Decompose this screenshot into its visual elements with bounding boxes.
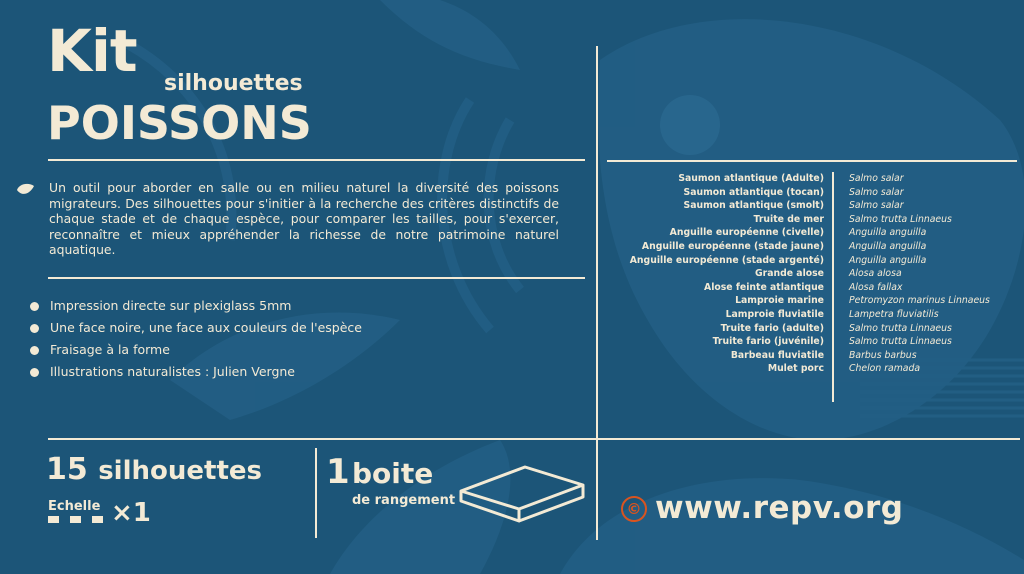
bullet-icon [30,302,39,311]
species-latin-name: Salmo salar [849,173,904,184]
species-latin-name: Lampetra fluviatilis [849,308,939,320]
table-row [606,213,1024,227]
species-latin-name: Salmo trutta Linnaeus [849,336,952,348]
species-latin-name: Salmo trutta Linnaeus [849,213,952,225]
scale-value: ×1 [111,498,151,528]
leaf-bullet-icon [16,182,35,197]
species-common-name: Alose feinte atlantique [704,281,824,293]
species-latin-name: Salmo salar [849,200,904,212]
species-common-name: Lamproie fluviatile [725,308,824,320]
species-common-name: Lamproie marine [735,295,824,307]
feature-text: Fraisage à la forme [50,342,170,357]
species-latin-name: Anguilla anguilla [849,240,927,252]
table-row [606,294,1024,308]
species-latin-name: Salmo trutta Linnaeus [849,322,952,334]
species-common-name: Truite fario (juvénile) [712,336,824,348]
count-number: 15 [46,452,88,487]
species-latin-name: Salmo salar [849,186,904,198]
list-item [30,298,362,320]
species-latin-name: Petromyzon marinus Linnaeus [849,295,990,307]
table-row [606,199,1024,213]
table-row [606,308,1024,322]
species-common-name: Barbeau fluviatile [730,349,824,361]
storage-box-icon [457,461,587,525]
species-latin-name: Alosa fallax [849,281,903,293]
table-row [606,254,1024,268]
species-common-name: Saumon atlantique (smolt) [683,200,824,212]
bullet-icon [30,368,39,377]
species-latin-name: Barbus barbus [849,349,917,361]
species-common-name: Anguille européenne (civelle) [669,227,824,239]
count-label: silhouettes [98,456,262,486]
scale-bar [48,516,103,523]
species-latin-name: Anguilla anguilla [849,227,927,239]
table-row [606,267,1024,281]
divider-top-right [607,160,1017,162]
table-row [606,322,1024,336]
table-row [606,240,1024,254]
divider-mid-left [48,277,585,279]
species-latin-name: Chelon ramada [849,363,921,375]
species-common-name: Anguille européenne (stade jaune) [641,240,824,252]
feature-list [30,298,362,386]
table-row [606,172,1024,186]
table-row [606,349,1024,363]
title-poissons: POISSONS [47,96,312,150]
feature-text: Impression directe sur plexiglass 5mm [50,298,292,313]
species-common-name: Truite fario (adulte) [720,322,824,334]
table-row [606,335,1024,349]
divider-vertical-main [596,46,598,540]
table-row [606,362,1024,376]
table-row [606,226,1024,240]
list-item [30,320,362,342]
box-label: boite [352,457,434,490]
bullet-icon [30,324,39,333]
divider-vertical-bottom [315,448,317,538]
species-latin-name: Alosa alosa [849,268,902,280]
table-row [606,281,1024,295]
scale-label: Echelle [48,499,101,514]
title-silhouettes: silhouettes [164,71,303,96]
box-count: 1 [326,452,350,492]
divider-top-left [48,159,585,161]
feature-text: Une face noire, une face aux couleurs de l'espèce [50,320,362,335]
bullet-icon [30,346,39,355]
scale-indicator [48,500,103,523]
divider-bottom [48,438,1020,440]
species-common-name: Anguille européenne (stade argenté) [629,254,824,266]
list-item [30,364,362,386]
box-sublabel: de rangement [352,493,456,508]
species-common-name: Mulet porc [767,363,824,375]
intro-text: Un outil pour aborder en salle ou en milieu naturel la diversité des poissons migrateurs. Des silhouettes pour s'initier à la recherche des critères distinctifs de chaque stade et de chaque espèce, pour comparer les tailles, pour s'exercer, reconnaître et mieux appréhender la richesse de notre patrimoine naturel aquatique. [49,180,559,257]
species-list [606,172,1024,376]
feature-text: Illustrations naturalistes : Julien Vergne [50,364,296,379]
silhouette-count [46,452,262,487]
website-link[interactable]: www.repv.org [655,490,904,526]
species-common-name: Saumon atlantique (Adulte) [678,173,824,184]
species-common-name: Saumon atlantique (tocan) [683,186,824,198]
species-common-name: Grande alose [755,268,824,280]
species-latin-name: Anguilla anguilla [849,254,927,266]
species-common-name: Truite de mer [753,213,824,225]
copyright-icon: © [621,496,647,522]
title-kit: Kit [47,17,137,85]
table-row [606,186,1024,200]
list-item [30,342,362,364]
